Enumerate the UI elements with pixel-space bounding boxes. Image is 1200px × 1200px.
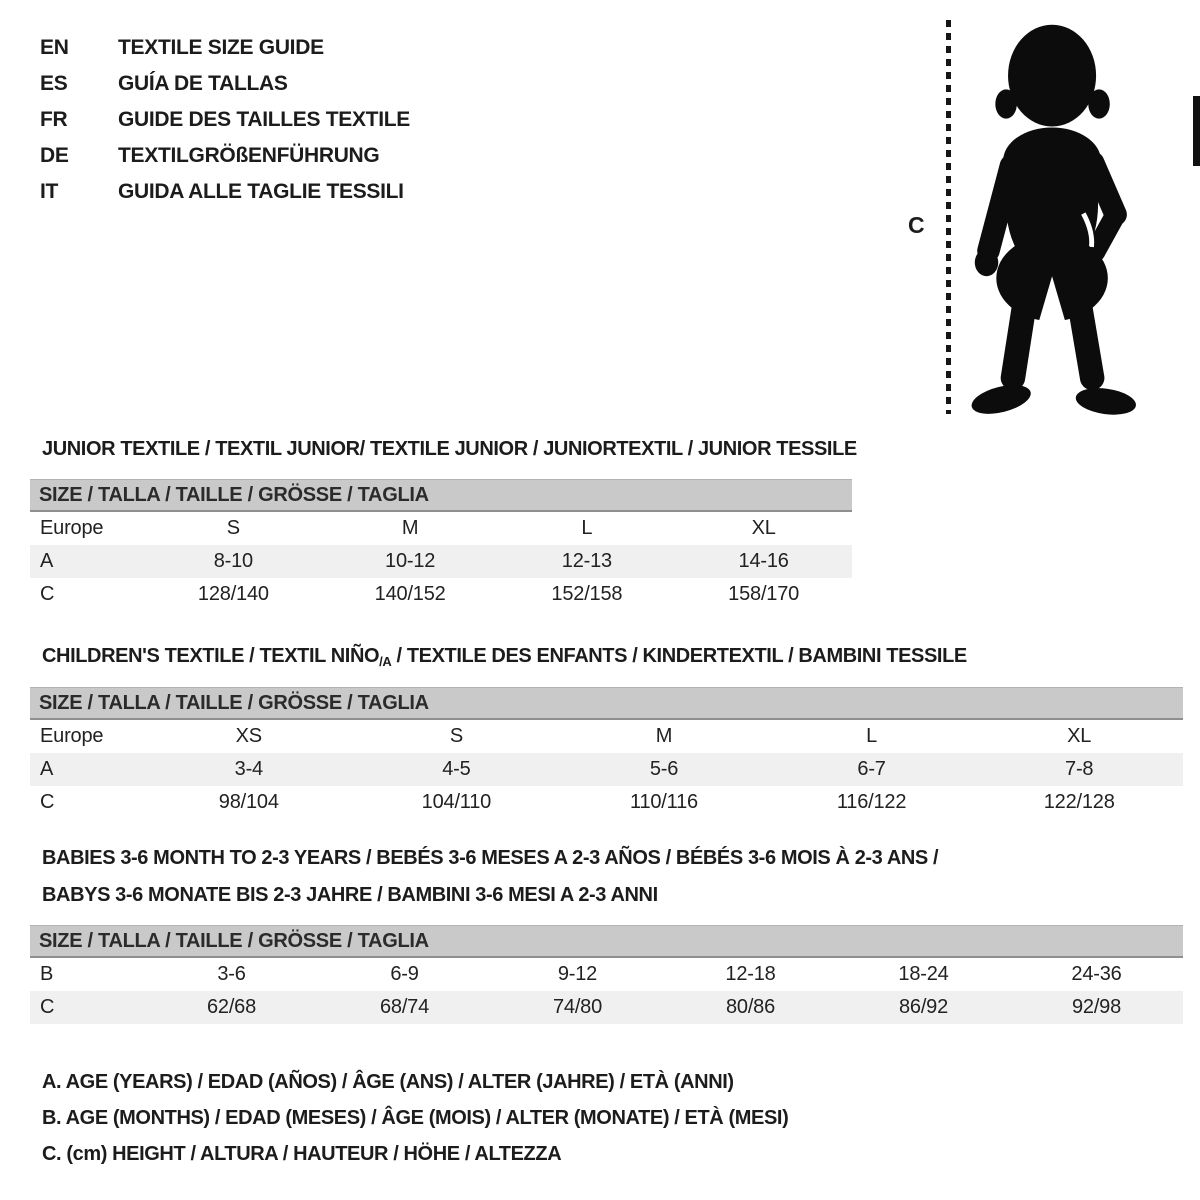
language-code: FR <box>40 108 68 131</box>
table-row-europe <box>30 720 1183 753</box>
cropped-edge-mark <box>1193 96 1200 166</box>
babies-title-line2: BABYS 3-6 MONATE BIS 2-3 JAHRE / BAMBINI 3-6 MESI A 2-3 ANNI <box>42 884 658 906</box>
value-cell: 92/98 <box>1071 996 1122 1018</box>
value-cell: 110/116 <box>630 791 698 813</box>
legend-line-c: C. (cm) HEIGHT / ALTURA / HAUTEUR / HÖHE / ALTEZZA <box>42 1143 562 1165</box>
size-cell: L <box>581 517 593 539</box>
table-row-europe <box>30 512 852 545</box>
value-cell: 24-36 <box>1071 963 1122 985</box>
children-title-sub: /A <box>379 654 392 669</box>
value-cell: 6-7 <box>857 758 886 780</box>
language-title: GUÍA DE TALLAS <box>118 72 288 95</box>
language-title: GUIDA ALLE TAGLIE TESSILI <box>118 180 404 203</box>
value-cell: 7-8 <box>1065 758 1094 780</box>
row-label: Europe <box>40 725 104 747</box>
size-cell: S <box>226 517 240 539</box>
row-label: A <box>40 758 54 780</box>
size-cell: XL <box>751 517 776 539</box>
row-label: A <box>40 550 54 572</box>
table-row-height <box>30 578 852 611</box>
language-code: EN <box>40 36 69 59</box>
size-cell: S <box>449 725 463 747</box>
size-table-header: SIZE / TALLA / TAILLE / GRÖSSE / TAGLIA <box>30 479 852 512</box>
value-cell: 116/122 <box>836 791 907 813</box>
language-code: IT <box>40 180 59 203</box>
table-row-height <box>30 786 1183 819</box>
value-cell: 158/170 <box>728 583 800 605</box>
size-cell: L <box>866 725 878 747</box>
value-cell: 6-9 <box>390 963 419 985</box>
measure-legend <box>42 1064 788 1172</box>
value-cell: 12-13 <box>561 550 612 572</box>
value-cell: 68/74 <box>379 996 430 1018</box>
table-row-age <box>30 545 852 578</box>
toddler-silhouette-image <box>962 14 1148 420</box>
value-cell: 122/128 <box>1043 791 1115 813</box>
measure-c-label: C <box>908 212 925 238</box>
value-cell: 4-5 <box>442 758 471 780</box>
value-cell: 8-10 <box>213 550 253 572</box>
language-code: ES <box>40 72 68 95</box>
value-cell: 74/80 <box>552 996 603 1018</box>
babies-size-table <box>30 925 1183 1024</box>
value-cell: 5-6 <box>649 758 679 780</box>
size-table-header: SIZE / TALLA / TAILLE / GRÖSSE / TAGLIA <box>30 925 1183 958</box>
size-cell: XL <box>1067 725 1092 747</box>
children-size-table <box>30 687 1183 819</box>
language-row-it <box>40 174 410 210</box>
height-dashed-line <box>946 20 951 414</box>
value-cell: 9-12 <box>557 963 598 985</box>
language-row-fr <box>40 102 410 138</box>
legend-line-b: B. AGE (MONTHS) / EDAD (MESES) / ÂGE (MOIS) / ALTER (MONATE) / ETÀ (MESI) <box>42 1107 789 1129</box>
babies-title-line1: BABIES 3-6 MONTH TO 2-3 YEARS / BEBÉS 3-6 MESES A 2-3 AÑOS / BÉBÉS 3-6 MOIS À 2-3 ANS / <box>42 847 939 869</box>
junior-section-title: JUNIOR TEXTILE / TEXTIL JUNIOR/ TEXTILE JUNIOR / JUNIORTEXTIL / JUNIOR TESSILE <box>42 438 857 460</box>
value-cell: 80/86 <box>725 996 776 1018</box>
size-cell: XS <box>235 725 262 747</box>
value-cell: 3-4 <box>234 758 263 780</box>
language-row-en <box>40 30 410 66</box>
row-label: B <box>40 963 54 985</box>
row-label: Europe <box>40 517 104 539</box>
value-cell: 140/152 <box>374 583 446 605</box>
table-row-age-months <box>30 958 1183 991</box>
value-cell: 104/110 <box>421 791 492 813</box>
language-row-de <box>40 138 410 174</box>
language-row-es <box>40 66 410 102</box>
row-label: C <box>40 996 55 1018</box>
value-cell: 10-12 <box>385 550 436 572</box>
language-title: GUIDE DES TAILLES TEXTILE <box>118 108 410 131</box>
value-cell: 86/92 <box>898 996 949 1018</box>
value-cell: 3-6 <box>217 963 246 985</box>
table-row-age <box>30 753 1183 786</box>
language-title: TEXTILGRÖßENFÜHRUNG <box>118 144 380 167</box>
value-cell: 98/104 <box>218 791 279 813</box>
children-title-pre: CHILDREN'S TEXTILE / TEXTIL NIÑO <box>42 645 380 667</box>
legend-line-a: A. AGE (YEARS) / EDAD (AÑOS) / ÂGE (ANS) / ALTER (JAHRE) / ETÀ (ANNI) <box>42 1071 734 1093</box>
size-cell: M <box>655 725 673 747</box>
junior-size-table <box>30 479 852 611</box>
value-cell: 62/68 <box>206 996 257 1018</box>
value-cell: 12-18 <box>725 963 776 985</box>
row-label: C <box>40 583 55 605</box>
value-cell: 18-24 <box>898 963 949 985</box>
row-label: C <box>40 791 55 813</box>
children-section-title <box>42 645 967 668</box>
language-title: TEXTILE SIZE GUIDE <box>118 36 324 59</box>
size-table-header: SIZE / TALLA / TAILLE / GRÖSSE / TAGLIA <box>30 687 1183 720</box>
value-cell: 128/140 <box>197 583 269 605</box>
language-title-list <box>40 30 410 210</box>
babies-section-title <box>42 840 938 914</box>
language-code: DE <box>40 144 69 167</box>
height-measure-figure <box>900 14 1190 420</box>
children-title-post: / TEXTILE DES ENFANTS / KINDERTEXTIL / BAMBINI TESSILE <box>391 645 967 667</box>
size-cell: M <box>401 517 419 539</box>
value-cell: 14-16 <box>738 550 789 572</box>
table-row-height <box>30 991 1183 1024</box>
value-cell: 152/158 <box>551 583 623 605</box>
